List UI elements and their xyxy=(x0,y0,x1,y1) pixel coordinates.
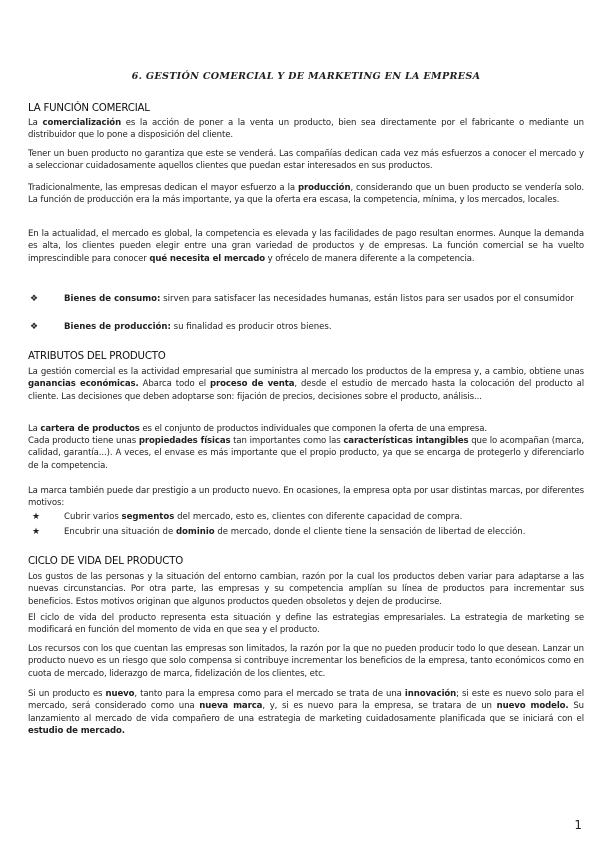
list-item: ★ Encubrir una situación de dominio de mercado, donde el cliente tiene la sensación de libertad de elección. xyxy=(32,527,526,537)
paragraph: El ciclo de vida del producto representa esta situación y define las estrategias empresariales. La estrategia de marketing se modificará en función del momento de vida en que sea y el producto. xyxy=(28,613,584,636)
star-bullet-icon: ★ xyxy=(32,527,41,537)
paragraph: La comercialización es la acción de poner a la venta un producto, bien sea directamente por el fabricante o mediante un distribuidor que lo pone a disposición del cliente. xyxy=(28,118,584,141)
section-heading-funcion-comercial: LA FUNCIÓN COMERCIAL xyxy=(28,103,150,114)
list-item: ❖ Bienes de producción: su finalidad es producir otros bienes. xyxy=(30,322,332,332)
section-heading-atributos-producto: ATRIBUTOS DEL PRODUCTO xyxy=(28,351,166,362)
paragraph: En la actualidad, el mercado es global, la competencia es elevada y las facilidades de pago resultan enormes. Aunque la demanda es alta, los clientes pueden elegir entre una gran variedad de productos y de empresas. La función comercial se ha vuelto imprescindible para conocer qué necesita el mercado y ofrécelo de manera diferente a la competencia. xyxy=(28,229,584,264)
paragraph: La marca también puede dar prestigio a un producto nuevo. En ocasiones, la empresa opta por usar distintas marcas, por diferentes motivos: xyxy=(28,486,584,509)
star-bullet-icon: ★ xyxy=(32,512,41,522)
list-item: ❖ Bienes de consumo: sirven para satisfacer las necesidades humanas, están listos para ser usados por el consumidor xyxy=(30,294,574,304)
paragraph: Tener un buen producto no garantiza que este se venderá. Las compañías dedican cada vez más esfuerzos a conocer el mercado y a seleccionar cuidadosamente aquellos clientes que puedan estar interesados en sus productos. xyxy=(28,149,584,172)
paragraph: La gestión comercial es la actividad empresarial que suministra al mercado los productos de la empresa y, a cambio, obtiene unas ganancias económicas. Abarca todo el proceso de venta, desde el estudio de mercado hasta la colocación del producto al cliente. Las decisiones que deben adoptarse son: fijación de precios, decisiones sobre el producto, análisis... xyxy=(28,367,584,402)
paragraph: Si un producto es nuevo, tanto para la empresa como para el mercado se trata de una innovación; si este es nuevo solo para el mercado, será considerado como una nueva marca, y, si es nuevo para la empresa, se tratara de un nuevo modelo. Su lanzamiento al mercado de vida compañero de una estrategia de marketing cuidadosamente planificada que se iniciará con el estudio de mercado. xyxy=(28,689,584,737)
document-title: 6. GESTIÓN COMERCIAL Y DE MARKETING EN LA EMPRESA xyxy=(131,71,481,82)
paragraph: Los gustos de las personas y la situación del entorno cambian, razón por la cual los productos deben variar para adaptarse a las nuevas circunstancias. Por otra parte, las empresas y su competencia amplían su línea de productos para incrementar sus beneficios. Estos motivos originan que algunos productos queden obsoletos y dejen de producirse. xyxy=(28,572,584,607)
diamond-bullet-icon: ❖ xyxy=(30,294,39,304)
list-item: ★ Cubrir varios segmentos del mercado, esto es, clientes con diferente capacidad de compra. xyxy=(32,512,463,522)
paragraph: Los recursos con los que cuentan las empresas son limitados, la razón por la que no pueden producir todo lo que desean. Lanzar un producto nuevo es un riesgo que solo compensa si contribuye incrementar los beneficios de la empresa, tanto económicos como en cuota de mercado, liderazgo de marca, fidelización de los clientes, etc. xyxy=(28,644,584,679)
diamond-bullet-icon: ❖ xyxy=(30,322,39,332)
section-heading-ciclo-vida: CICLO DE VIDA DEL PRODUCTO xyxy=(28,556,184,567)
paragraph: Tradicionalmente, las empresas dedican el mayor esfuerzo a la producción, considerando que un buen producto se vendería solo. La función de producción era la más importante, ya que la oferta era escasa, la competencia, mínima, y los mercados, locales. xyxy=(28,183,584,206)
paragraph: La cartera de productos es el conjunto de productos individuales que componen la oferta de una empresa. xyxy=(28,424,488,434)
paragraph: Cada producto tiene unas propiedades físicas tan importantes como las características intangibles que lo acompañan (marca, calidad, garantía...). A veces, el envase es más importante que el propio producto, ya que se encarga de protegerlo y diferenciarlo de la competencia. xyxy=(28,436,584,471)
page-number: 1 xyxy=(574,818,582,832)
